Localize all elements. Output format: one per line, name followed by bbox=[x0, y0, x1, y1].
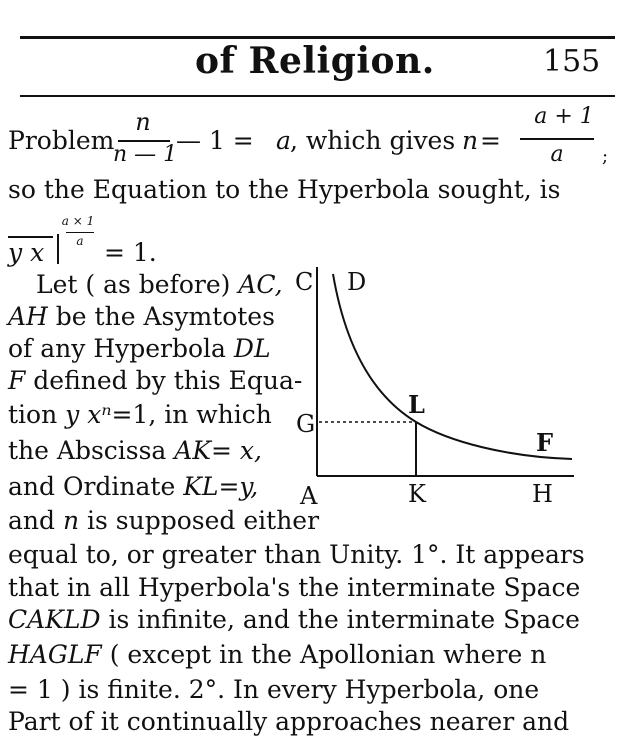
wrapped-line-8: and n is supposed either bbox=[8, 506, 320, 535]
fraction2-bar bbox=[520, 138, 594, 140]
which-gives: , which gives bbox=[290, 126, 456, 155]
full-line-6: Part of it continually approaches nearer and bbox=[8, 707, 570, 736]
wrapped-line-5: tion y xⁿ=1, in which bbox=[8, 400, 272, 429]
full-line-4: HAGLF ( except in the Apollonian where n bbox=[8, 640, 547, 669]
fraction2-numerator: a + 1 bbox=[534, 104, 594, 129]
wrapped-line-1: Let ( as before) AC, bbox=[36, 270, 283, 299]
equals-sign: = bbox=[480, 126, 501, 155]
label-l: L bbox=[408, 390, 425, 419]
label-d: D bbox=[347, 268, 367, 296]
running-head-title: of Religion. bbox=[195, 40, 435, 82]
wrapped-line-4: F defined by this Equa- bbox=[8, 366, 303, 395]
fraction2-denominator: a bbox=[550, 142, 564, 167]
full-line-3: CAKLD is infinite, and the interminate Space bbox=[8, 605, 580, 634]
label-k: K bbox=[408, 480, 426, 508]
header-bottom-rule bbox=[20, 95, 615, 97]
hyperbola-diagram bbox=[288, 262, 588, 512]
variable-a: a bbox=[276, 126, 291, 155]
minus-one-equals: — 1 = bbox=[176, 126, 254, 155]
fraction1-denominator: n — 1 bbox=[113, 142, 178, 167]
problem-word: Problem bbox=[8, 126, 115, 155]
wrapped-line-6: the Abscissa AK= x, bbox=[8, 436, 262, 465]
label-g: G bbox=[296, 410, 316, 438]
label-c: C bbox=[295, 268, 314, 296]
full-line-2: that in all Hyperbola's the interminate Space bbox=[8, 573, 581, 602]
full-line-1: equal to, or greater than Unity. 1°. It appears bbox=[8, 540, 585, 569]
text-line-equation-sought: so the Equation to the Hyperbola sought, is bbox=[8, 175, 561, 204]
equation-vinculum bbox=[57, 234, 59, 264]
wrapped-line-3: of any Hyperbola DL bbox=[8, 334, 271, 363]
variable-n: n bbox=[462, 126, 479, 155]
label-h: H bbox=[532, 480, 553, 508]
page-number: 155 bbox=[543, 44, 601, 79]
label-f: F bbox=[536, 428, 554, 457]
equation-base: y x bbox=[8, 238, 45, 267]
exponent-denominator: a bbox=[76, 234, 84, 248]
exponent-bar bbox=[66, 232, 94, 233]
label-a: A bbox=[300, 482, 318, 510]
fraction1-numerator: n bbox=[135, 108, 151, 136]
wrapped-line-2: AH be the Asymtotes bbox=[8, 302, 275, 331]
full-line-5: = 1 ) is finite. 2°. In every Hyperbola, one bbox=[8, 675, 540, 704]
wrapped-line-7: and Ordinate KL=y, bbox=[8, 472, 259, 501]
exponent-numerator: a × 1 bbox=[61, 214, 95, 228]
trailing-semicolon: ; bbox=[602, 146, 609, 167]
header-top-rule bbox=[20, 36, 615, 39]
equation-rhs: = 1. bbox=[104, 238, 157, 267]
